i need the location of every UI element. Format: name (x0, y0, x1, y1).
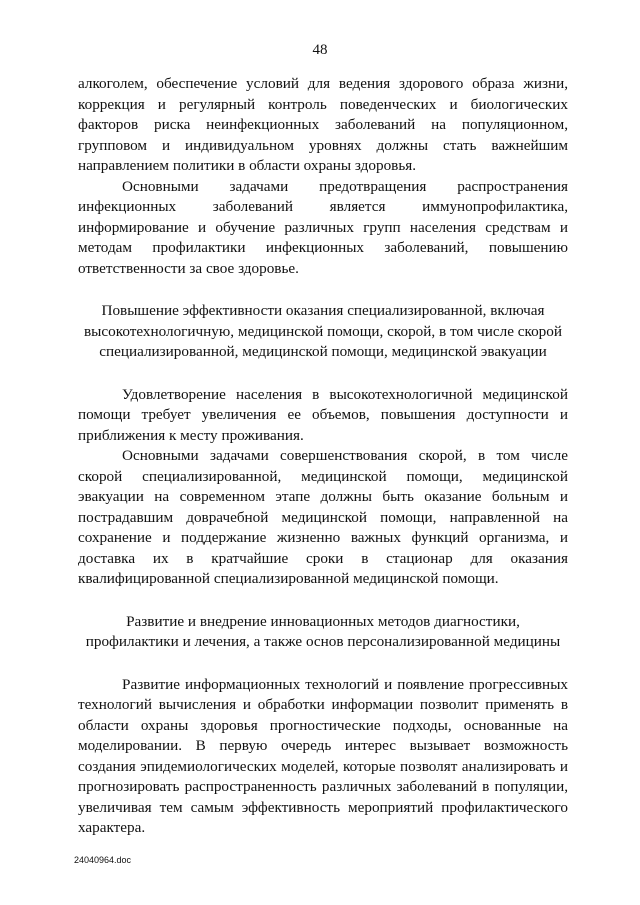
document-body (78, 74, 568, 839)
section-heading-specialized-care: Повышение эффективности оказания специализированной, включая высокотехнологичную, медицинской помощи, скорой, в том числе скорой специализированной, медицинской помощи, медицинской эвакуации (84, 302, 562, 360)
page-number: 48 (312, 42, 328, 58)
footer-filename: 24040964.doc (74, 855, 132, 865)
paragraph-infection-prevention: Основными задачами предотвращения распространения инфекционных заболеваний является иммунопрофилактика, информирование и обучение различных групп населения средствам и методам профилактики инфекционных заболеваний, повышению ответственности за свое здоровье. (78, 177, 568, 277)
paragraph-information-technologies: Развитие информационных технологий и появление прогрессивных технологий вычисления и обработки информации позволит применять в области охраны здоровья прогностические подходы, основанные на моделировании. В первую очередь интерес вызывает возможность создания эпидемиологических моделей, которые позволят анализировать и прогнозировать распространенность различных заболеваний в популяции, увеличивая тем самым эффективность мероприятий профилактического характера. (78, 675, 568, 836)
paragraph-continuation: алкоголем, обеспечение условий для ведения здорового образа жизни, коррекция и регулярный контроль поведенческих и биологических факторов риска неинфекционных заболеваний на популяционном, групповом и индивидуальном уровнях должны стать важнейшим направлением политики в области охраны здоровья. (78, 75, 568, 174)
paragraph-emergency-care: Основными задачами совершенствования скорой, в том числе скорой специализированной, медицинской помощи, медицинской эвакуации на современном этапе должны быть оказание больным и пострадавшим доврачебной медицинской помощи, направленной на сохранение и поддержание жизненно важных функций организма, и доставка их в кратчайшие сроки в стационар для оказания квалифицированной специализированной медицинской помощи. (78, 447, 568, 587)
paragraph-high-tech-care: Удовлетворение населения в высокотехнологичной медицинской помощи требует увеличения ее объемов, повышения доступности и приближения к месту проживания. (78, 385, 568, 444)
section-heading-innovative-methods: Развитие и внедрение инновационных методов диагностики, профилактики и лечения, а также основ персонализированной медицины (85, 612, 561, 650)
